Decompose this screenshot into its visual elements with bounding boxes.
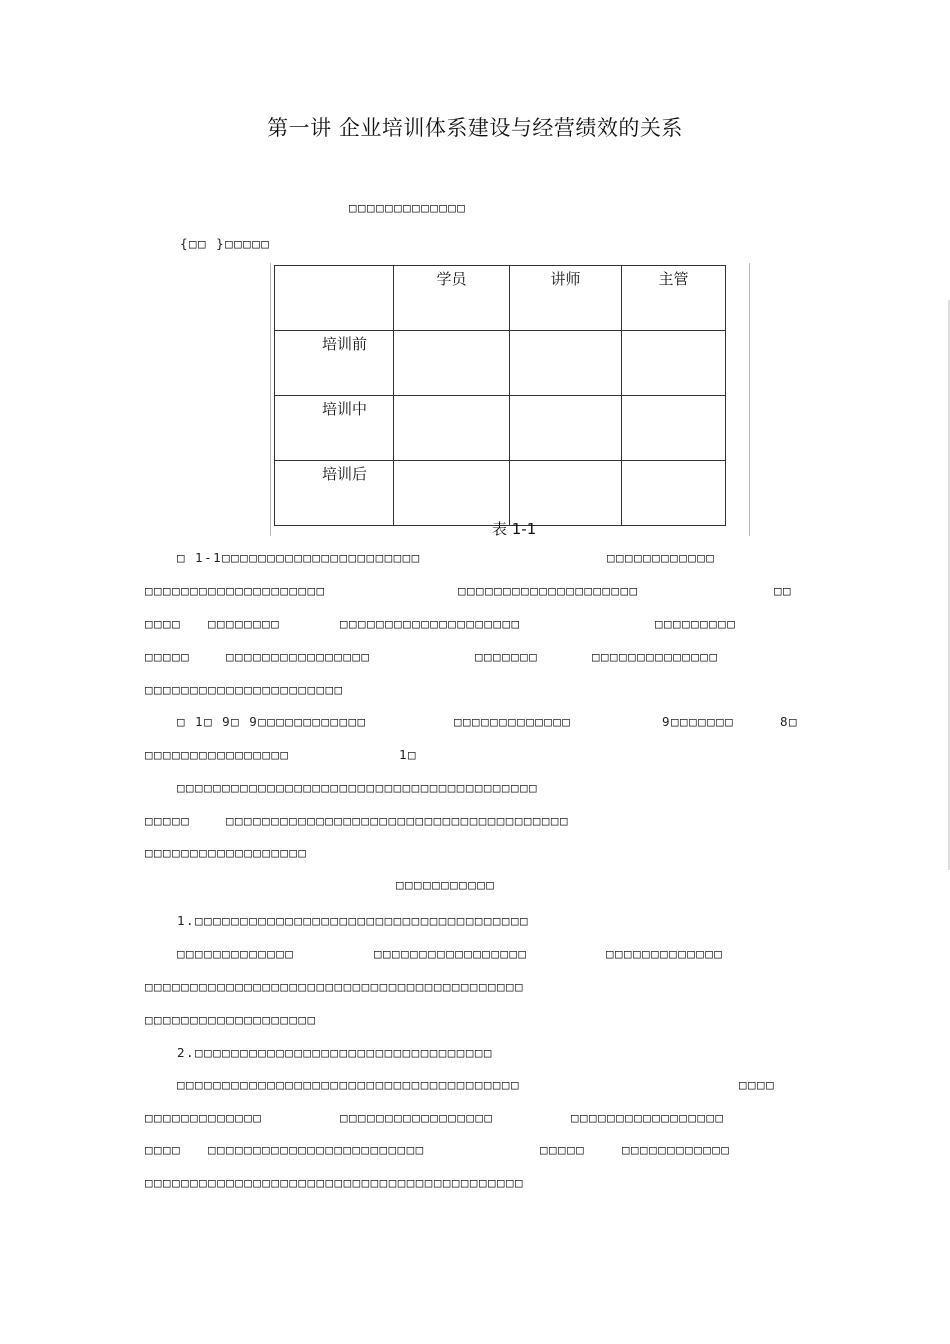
text-segment: □□□□□□□□□□□□□□□□□ <box>340 1110 494 1125</box>
text-segment: 1□ <box>399 747 418 762</box>
text-segment: □□□□□□□□□□□□□ <box>145 1110 263 1125</box>
table-row <box>275 331 726 396</box>
table-cell <box>622 461 726 526</box>
table-row <box>275 396 726 461</box>
table-cell <box>394 396 510 461</box>
text-segment: □□□□ <box>739 1077 776 1092</box>
text-segment: □□□□□□□□□□□□□□□□□□□□□□ <box>145 682 344 697</box>
text-segment: □□□□□□□□□□□□□□□□□□□□ <box>458 583 639 598</box>
table-row <box>275 461 726 526</box>
text-segment: □□□□□□□ <box>475 649 539 664</box>
list-item-heading: 1.□□□□□□□□□□□□□□□□□□□□□□□□□□□□□□□□□□□□□ <box>177 913 529 928</box>
text-segment: 8□ <box>780 714 799 729</box>
text-segment: □ 1-1□□□□□□□□□□□□□□□□□□□□□□ <box>177 550 421 565</box>
text-segment: □□ <box>774 583 793 598</box>
text-segment: □□□□□ <box>145 813 191 828</box>
table-corner-cell <box>275 266 394 331</box>
text-segment: □□□□□□□□ <box>208 616 281 631</box>
text-segment: □□□□□□□□□□□□□□□□□ <box>374 946 528 961</box>
table-cell <box>394 331 510 396</box>
table-row-label: 培训前 <box>275 331 394 396</box>
text-segment: □□□□□ <box>145 649 191 664</box>
text-segment: □□□□□□□□□□□□□ <box>454 714 572 729</box>
text-segment: □□□□□□□□□□□□□□□□□□□□ <box>340 616 521 631</box>
table-cell <box>510 396 622 461</box>
text-segment: □□□□□□□□□□□□□□□□□□□ <box>145 1012 317 1027</box>
table-cell <box>622 396 726 461</box>
text-segment: □□□□□□□□□□□□□□□□□□□□ <box>145 583 326 598</box>
text-segment: □□□□□□□□□□□□□□□□ <box>226 649 371 664</box>
text-segment: □□□□□□□□□□□□□□□□□□□□□□□□□□□□□□□□□□□□□□□□□□ <box>145 1175 525 1190</box>
table-caption: 表 1-1 <box>492 520 537 538</box>
table-header-row <box>275 266 726 331</box>
list-item-heading: 2.□□□□□□□□□□□□□□□□□□□□□□□□□□□□□□□□□ <box>177 1045 493 1060</box>
text-segment: □□□□□□□□□□□□□□□□□□□□□□□□□□□□□□□□□□□□□□ <box>226 813 569 828</box>
training-table-figure <box>270 263 750 539</box>
section-heading: □□□□□□□□□□□□□ <box>349 200 467 215</box>
training-table <box>274 265 726 526</box>
text-segment: □ 1□ 9□ 9□□□□□□□□□□□□ <box>177 714 367 729</box>
table-row-label: 培训后 <box>275 461 394 526</box>
table-cell <box>510 461 622 526</box>
text-segment: □□□□□□□□□□□□□□□□□□□□□□□□□□□□□□□□□□□□□□□□ <box>177 780 539 795</box>
text-segment: □□□□ <box>145 616 182 631</box>
section-subheading: {□□ }□□□□□ <box>180 236 271 251</box>
text-segment: □□□□□□□□□□□□ <box>607 550 716 565</box>
text-segment: □□□□ <box>145 1142 182 1157</box>
table-row-label: 培训中 <box>275 396 394 461</box>
text-segment: □□□□□□□□□□□□ <box>622 1142 731 1157</box>
table-cell <box>510 331 622 396</box>
text-segment: □□□□□□□□□□□□□□□□□□□□□□□□□□□□□□□□□□□□□□ <box>177 1077 520 1092</box>
table-header-cell: 学员 <box>394 266 510 331</box>
table-cell <box>622 331 726 396</box>
section-heading: □□□□□□□□□□□ <box>396 877 496 892</box>
text-segment: □□□□□□□□□□□□□□□□□□ <box>145 845 308 860</box>
text-segment: □□□□□□□□□□□□□ <box>606 946 724 961</box>
text-segment: □□□□□□□□□□□□□□□□□□□□□□□□ <box>208 1142 425 1157</box>
text-segment: □□□□□□□□□□□□□□□□□ <box>571 1110 725 1125</box>
table-header-cell: 讲师 <box>510 266 622 331</box>
text-segment: □□□□□□□□□□□□□□ <box>592 649 719 664</box>
text-segment: 9□□□□□□□ <box>662 714 735 729</box>
page-title: 第一讲 企业培训体系建设与经营绩效的关系 <box>267 116 683 140</box>
text-segment: □□□□□□□□□□□□□ <box>177 946 295 961</box>
text-segment: □□□□□□□□□ <box>655 616 737 631</box>
text-segment: □□□□□ <box>540 1142 586 1157</box>
text-segment: □□□□□□□□□□□□□□□□ <box>145 747 290 762</box>
table-cell <box>394 461 510 526</box>
text-segment: □□□□□□□□□□□□□□□□□□□□□□□□□□□□□□□□□□□□□□□□□□ <box>145 979 525 994</box>
table-header-cell: 主管 <box>622 266 726 331</box>
